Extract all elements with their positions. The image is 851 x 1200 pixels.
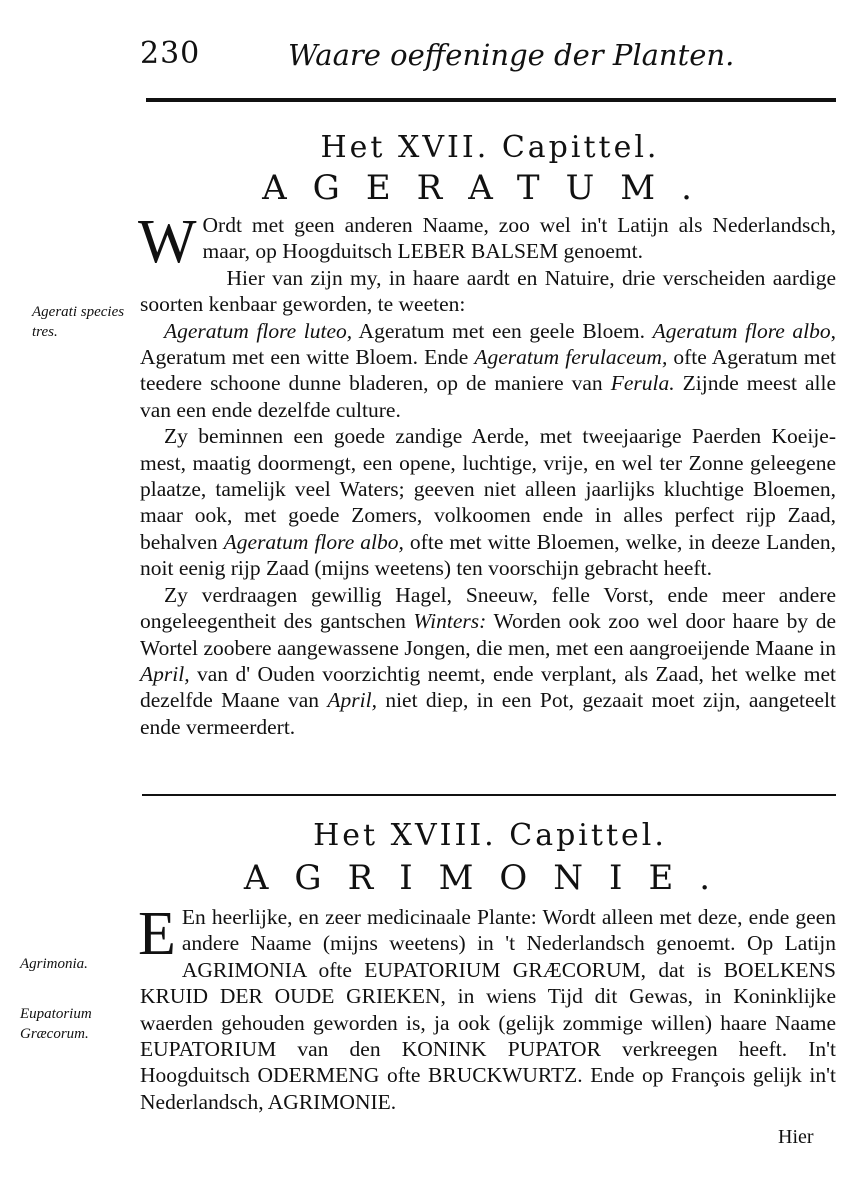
text-run: Zijnde meest alle van een ende dezelfde culture.: [140, 371, 836, 422]
margin-note-agrimonia: Agrimonia.: [20, 956, 88, 972]
chapter-17-title: AGERATUM.: [262, 168, 718, 208]
paragraph: [140, 582, 836, 740]
paragraph: [138, 208, 836, 276]
running-title: Waare oeffeninge der Planten.: [288, 38, 735, 72]
month-name: April,: [140, 661, 190, 686]
paragraph: Hier van zijn my, in haare aardt en Natuire, drie verscheiden aardige soorten kenbaar geworden, te weeten:: [140, 265, 836, 317]
latin-name: Ageratum flore luteo,: [164, 318, 353, 343]
latin-name: Ageratum ferulaceum,: [474, 345, 668, 370]
month-name: April,: [327, 688, 377, 713]
margin-note-eupatorium: Eupatorium Græcorum.: [20, 1006, 92, 1042]
latin-name: Ageratum flore albo,: [223, 529, 404, 554]
text-run: Ageratum met een geele Bloem.: [352, 318, 653, 343]
chapter-18-title: AGRIMONIE.: [243, 858, 737, 898]
margin-note-agerati: Agerati species tres.: [32, 304, 125, 340]
chapter-17-body: [138, 208, 837, 740]
drop-cap: E: [138, 900, 176, 968]
chapter-18-body: [138, 900, 836, 1115]
header-rule: [146, 98, 836, 102]
paragraph-text: Ordt met geen anderen Naame, zoo wel in't Latijn als Nederlandsch, maar, op Hoogduitsch LEBER BALSEM genoemt.: [202, 213, 836, 264]
paragraph: [138, 900, 836, 1115]
drop-cap: W: [138, 208, 197, 276]
paragraph-text: En heerlijke, en zeer medicinaale Plante: Wordt alleen met deze, ende geen andere Naame (mijns weetens) in 't Nederlandsch genoemt. Op Latijn AGRIMONIA ofte EUPATORIUM GRÆCORUM, dat is BOELKENS KRUID DER OUDE GRIEKEN, in wiens Tijd dit Gewas, in Koninklijke waerden gehouden geworden is, ja ook (gelijk zommige willen) haare Naame EUPATORIUM van den KONINK PUPATOR verkreegen heeft. In't Hoogduitsch ODERMENG ofte BRUCKWURTZ. Ende op François gelijk in't Nederlandsch, AGRIMONIE.: [140, 905, 836, 1114]
page-header: [140, 36, 740, 80]
latin-name: Winters:: [413, 609, 487, 634]
catchword: Hier: [778, 1126, 814, 1148]
text-run: Zy beminnen een goede zandige Aerde, met tweejaarige Paerden Koeije-mest, maatig doormengt, een opene, luchtige, vrije, en wel ter Zonne geleegene plaatze, tamelijk veel Waters; geeven niet alleen jaarlijks kluchtige Bloemen, maar ook, met goede Zomers, volkoomen ende in alles perfect rijp Zaad, behalven: [140, 424, 836, 554]
chapter-17-heading: Het XVII. Capittel.: [320, 130, 660, 165]
page-number: 230: [140, 36, 201, 71]
paragraph: [140, 423, 836, 581]
chapter-18-heading: Het XVIII. Capittel.: [313, 818, 667, 853]
text-run: ofte Ageratum met teedere schoone dunne bladeren, op de maniere van: [140, 345, 836, 396]
section-rule: [142, 794, 836, 796]
text-run: Worden ook zoo wel door haare by de Wortel zoobere aangewassene Jongen, die men, met een aangroeijende Maane in: [140, 609, 836, 660]
paragraph: [140, 318, 836, 424]
text-run: niet diep, in een Pot, gezaait moet zijn, aangeteelt ende vermeerdert.: [140, 688, 836, 739]
text-run: Zy verdraagen gewillig Hagel, Sneeuw, felle Vorst, ende meer andere ongeleegentheit des gantschen: [140, 582, 836, 634]
text-run: , Ageratum met een witte Bloem. Ende: [140, 318, 837, 370]
latin-name: Ferula.: [610, 371, 675, 396]
text-run: van d' Ouden voorzichtig neemt, ende verplant, als Zaad, het welke met dezelfde Maane van: [140, 661, 836, 713]
text-run: ofte met witte Bloemen, welke, in deeze Landen, noit eenig rijp Zaad (mijns weetens) ten voorschijn gebracht heeft.: [140, 529, 836, 581]
latin-name: Ageratum flore albo: [652, 318, 831, 343]
